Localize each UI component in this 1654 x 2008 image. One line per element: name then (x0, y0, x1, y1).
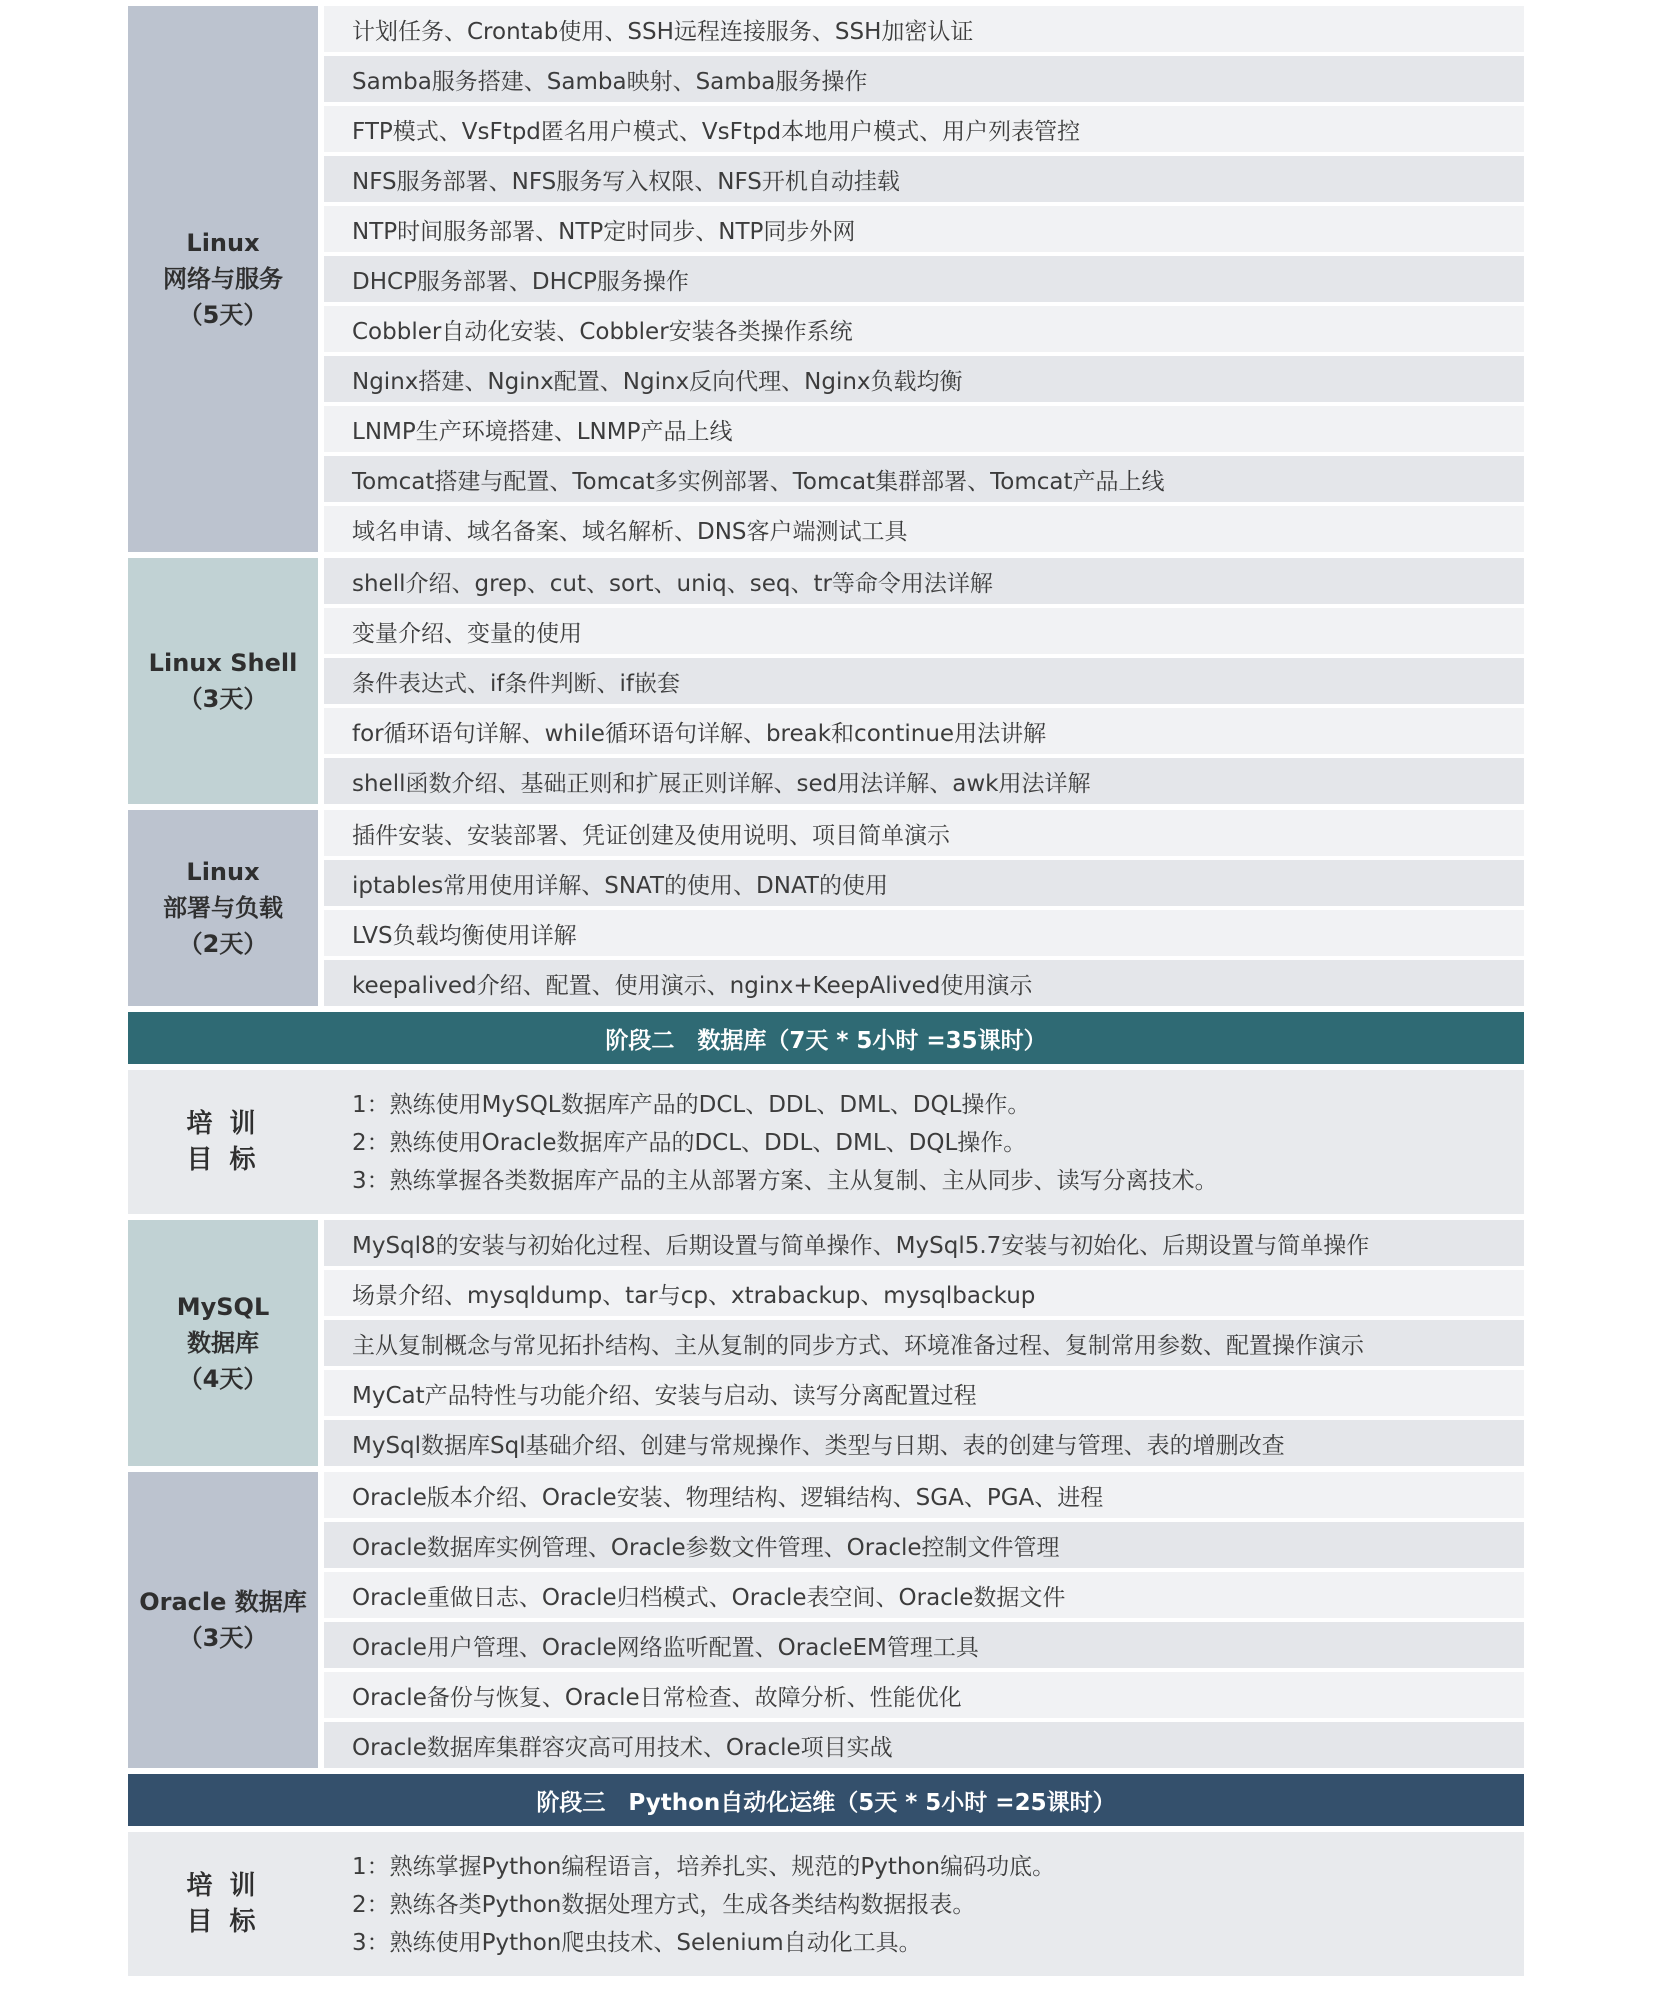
goal-list (324, 1832, 1524, 1976)
goal-item: 3：熟练使用Python爬虫技术、Selenium自动化工具。 (352, 1930, 922, 1956)
topic-row: shell函数介绍、基础正则和扩展正则详解、sed用法详解、awk用法详解 (324, 758, 1524, 804)
topic-row: LVS负载均衡使用详解 (324, 910, 1524, 956)
goal-item: 3：熟练掌握各类数据库产品的主从部署方案、主从复制、主从同步、读写分离技术。 (352, 1168, 1218, 1194)
topic-row: NFS服务部署、NFS服务写入权限、NFS开机自动挂载 (324, 156, 1524, 202)
module-topics (324, 6, 1524, 552)
module-mysql (128, 1220, 1524, 1466)
topic-row: Oracle数据库集群容灾高可用技术、Oracle项目实战 (324, 1722, 1524, 1768)
topic-row: Oracle用户管理、Oracle网络监听配置、OracleEM管理工具 (324, 1622, 1524, 1668)
module-topics (324, 810, 1524, 1006)
module-label: Linux 网络与服务 （5天） (128, 6, 318, 552)
module-oracle (128, 1472, 1524, 1768)
topic-row: keepalived介绍、配置、使用演示、nginx+KeepAlived使用演示 (324, 960, 1524, 1006)
topic-row: Oracle版本介绍、Oracle安装、物理结构、逻辑结构、SGA、PGA、进程 (324, 1472, 1524, 1518)
topic-row: Samba服务搭建、Samba映射、Samba服务操作 (324, 56, 1524, 102)
topic-row: DHCP服务部署、DHCP服务操作 (324, 256, 1524, 302)
training-goals-3 (128, 1832, 1524, 1976)
curriculum-table (128, 6, 1524, 1982)
topic-row: MySql数据库Sql基础介绍、创建与常规操作、类型与日期、表的创建与管理、表的增删改查 (324, 1420, 1524, 1466)
topic-row: iptables常用使用详解、SNAT的使用、DNAT的使用 (324, 860, 1524, 906)
topic-row: FTP模式、VsFtpd匿名用户模式、VsFtpd本地用户模式、用户列表管控 (324, 106, 1524, 152)
topic-row: 条件表达式、if条件判断、if嵌套 (324, 658, 1524, 704)
module-label: Linux Shell （3天） (128, 558, 318, 804)
topic-row: Nginx搭建、Nginx配置、Nginx反向代理、Nginx负载均衡 (324, 356, 1524, 402)
goal-item: 1：熟练使用MySQL数据库产品的DCL、DDL、DML、DQL操作。 (352, 1092, 1031, 1118)
topic-row: for循环语句详解、while循环语句详解、break和continue用法讲解 (324, 708, 1524, 754)
module-label: MySQL 数据库 （4天） (128, 1220, 318, 1466)
topic-row: 计划任务、Crontab使用、SSH远程连接服务、SSH加密认证 (324, 6, 1524, 52)
stage-header-3: 阶段三 Python自动化运维（5天 * 5小时 =25课时） (128, 1774, 1524, 1826)
topic-row: NTP时间服务部署、NTP定时同步、NTP同步外网 (324, 206, 1524, 252)
topic-row: Cobbler自动化安装、Cobbler安装各类操作系统 (324, 306, 1524, 352)
topic-row: 场景介绍、mysqldump、tar与cp、xtrabackup、mysqlbackup (324, 1270, 1524, 1316)
module-linux-shell (128, 558, 1524, 804)
training-goals-2 (128, 1070, 1524, 1214)
topic-row: 插件安装、安装部署、凭证创建及使用说明、项目简单演示 (324, 810, 1524, 856)
module-linux-deploy (128, 810, 1524, 1006)
module-label: Linux 部署与负载 （2天） (128, 810, 318, 1006)
stage-header-2: 阶段二 数据库（7天 * 5小时 =35课时） (128, 1012, 1524, 1064)
module-topics (324, 1220, 1524, 1466)
goal-list (324, 1070, 1524, 1214)
topic-row: Oracle数据库实例管理、Oracle参数文件管理、Oracle控制文件管理 (324, 1522, 1524, 1568)
topic-row: Oracle备份与恢复、Oracle日常检查、故障分析、性能优化 (324, 1672, 1524, 1718)
goal-item: 1：熟练掌握Python编程语言，培养扎实、规范的Python编码功底。 (352, 1854, 1056, 1880)
topic-row: MySql8的安装与初始化过程、后期设置与简单操作、MySql5.7安装与初始化、后期设置与简单操作 (324, 1220, 1524, 1266)
module-linux-network (128, 6, 1524, 552)
goal-item: 2：熟练各类Python数据处理方式，生成各类结构数据报表。 (352, 1892, 976, 1918)
topic-row: Tomcat搭建与配置、Tomcat多实例部署、Tomcat集群部署、Tomcat产品上线 (324, 456, 1524, 502)
goal-label: 培 训 目 标 (128, 1070, 318, 1214)
goal-label: 培 训 目 标 (128, 1832, 318, 1976)
module-topics (324, 1472, 1524, 1768)
goal-item: 2：熟练使用Oracle数据库产品的DCL、DDL、DML、DQL操作。 (352, 1130, 1027, 1156)
topic-row: Oracle重做日志、Oracle归档模式、Oracle表空间、Oracle数据文件 (324, 1572, 1524, 1618)
topic-row: shell介绍、grep、cut、sort、uniq、seq、tr等命令用法详解 (324, 558, 1524, 604)
topic-row: LNMP生产环境搭建、LNMP产品上线 (324, 406, 1524, 452)
topic-row: 变量介绍、变量的使用 (324, 608, 1524, 654)
topic-row: 域名申请、域名备案、域名解析、DNS客户端测试工具 (324, 506, 1524, 552)
topic-row: MyCat产品特性与功能介绍、安装与启动、读写分离配置过程 (324, 1370, 1524, 1416)
module-topics (324, 558, 1524, 804)
module-label: Oracle 数据库 （3天） (128, 1472, 318, 1768)
topic-row: 主从复制概念与常见拓扑结构、主从复制的同步方式、环境准备过程、复制常用参数、配置操作演示 (324, 1320, 1524, 1366)
